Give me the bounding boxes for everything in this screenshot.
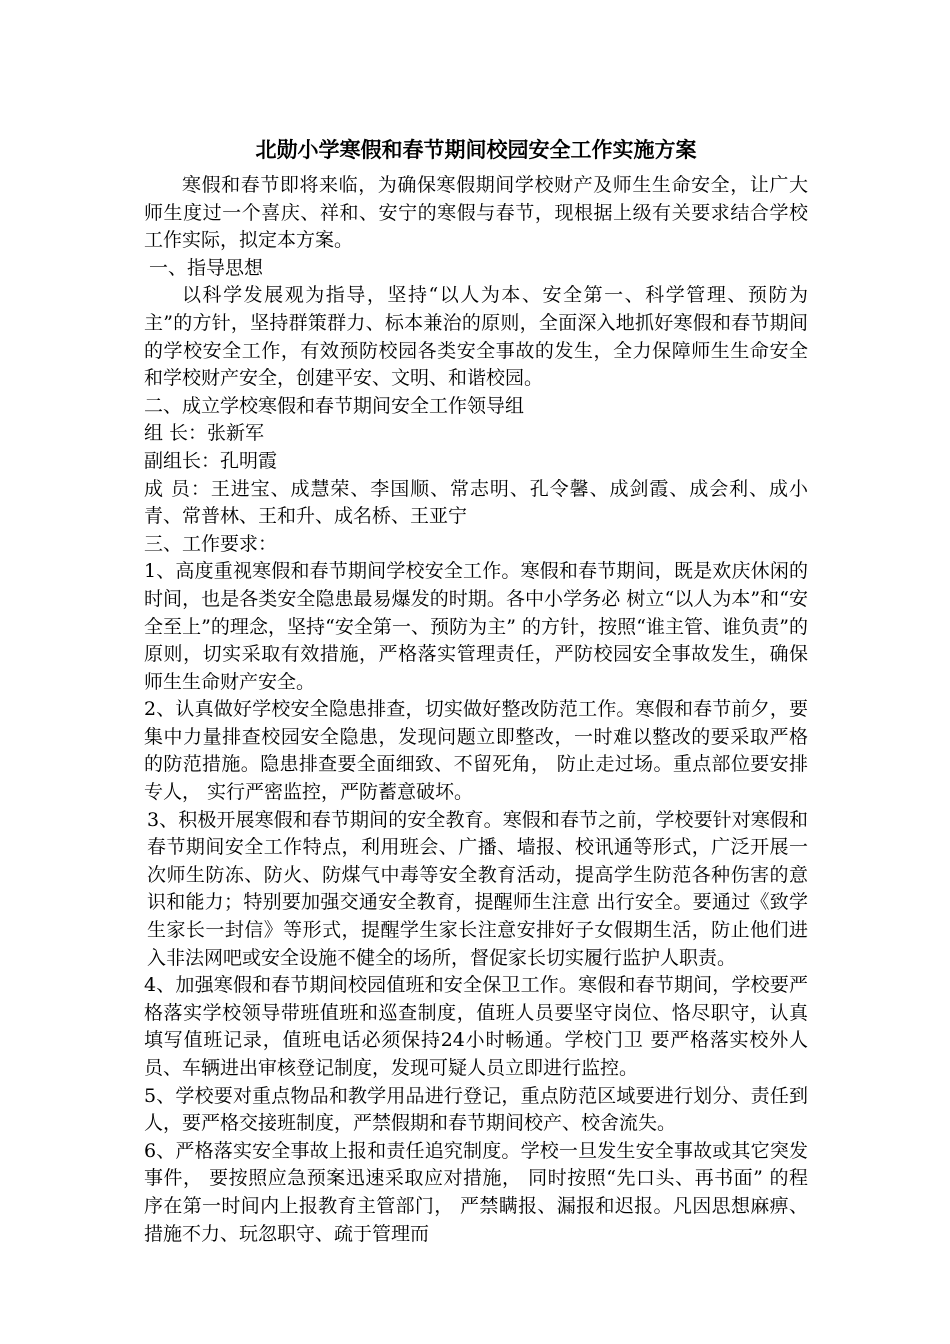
document-body: [144, 172, 808, 1248]
section-heading-guiding-principles: 一、指导思想: [149, 256, 264, 279]
intro-paragraph: 寒假和春节即将来临，为确保寒假期间学校财产及师生生命安全，让广大师生度过一个喜庆、祥和、安宁的寒假与春节，现根据上级有关要求结合学校工作实际，拟定本方案。: [144, 174, 808, 252]
requirement-item-4: 4、加强寒假和春节期间校园值班和安全保卫工作。寒假和春节期间，学校要严格落实学校领导带班值班和巡查制度，值班人员要坚守岗位、恪尽职守，认真填写值班记录，值班电话必须保持24小时畅通。学校门卫 要严格落实校外人员、车辆进出审核登记制度，发现可疑人员立即进行监控。: [144, 974, 808, 1079]
requirement-item-6: 6、严格落实安全事故上报和责任追究制度。学校一旦发生安全事故或其它突发事件， 要按照应急预案迅速采取应对措施， 同时按照“先口头、再书面” 的程序在第一时间内上报教育主管部门， 严禁瞒报、漏报和迟报。凡因思想麻痹、措施不力、玩忽职守、疏于管理而: [144, 1139, 808, 1245]
document-title: 北勋小学寒假和春节期间校园安全工作实施方案: [255, 137, 697, 162]
guiding-principles-paragraph: 以科学发展观为指导，坚持“以人为本、安全第一、科学管理、预防为主”的方针，坚持群策群力、标本兼治的原则，全面深入地抓好寒假和春节期间的学校安全工作，有效预防校园各类安全事故的发生，全力保障师生生命安全和学校财产安全，创建平安、文明、和谐校园。: [144, 284, 808, 390]
document-page: [144, 134, 808, 1248]
group-leader-line: 组 长：张新军: [144, 422, 265, 445]
section-heading-work-requirements: 三、工作要求：: [144, 532, 278, 555]
members-line: 成 员：王进宝、成慧荣、李国顺、常志明、孔令馨、成剑霞、成会利、成小青、常普林、王和升、成名桥、王亚宁: [144, 477, 808, 528]
requirement-item-5: 5、学校要对重点物品和教学用品进行登记，重点防范区域要进行划分、责任到人，要严格交接班制度，严禁假期和春节期间校产、校舍流失。: [144, 1084, 808, 1135]
section-heading-leadership-group: 二、成立学校寒假和春节期间安全工作领导组: [144, 394, 525, 417]
requirement-item-1: 1、高度重视寒假和春节期间学校安全工作。寒假和春节期间，既是欢庆休闲的时间，也是各类安全隐患最易爆发的时期。各中小学务必 树立“以人为本”和“安全至上”的理念，坚持“安全第一、预防为主” 的方针，按照“谁主管、谁负责”的原则，切实采取有效措施，严格落实管理责任，严防校园安全事故发生，确保师生生命财产安全。: [144, 560, 808, 693]
requirement-item-2: 2、认真做好学校安全隐患排查，切实做好整改防范工作。寒假和春节前夕，要集中力量排查校园安全隐患，发现问题立即整改，一时难以整改的要采取严格的防范措施。隐患排查要全面细致、不留死角， 防止走过场。重点部位要安排专人， 实行严密监控，严防蓄意破坏。: [144, 698, 808, 804]
requirement-item-3: 3、积极开展寒假和春节期间的安全教育。寒假和春节之前，学校要针对寒假和春节期间安全工作特点，利用班会、广播、墙报、校讯通等形式，广泛开展一次师生防冻、防火、防煤气中毒等安全教育活动，提高学生防范各种伤害的意识和能力；特别要加强交通安全教育，提醒师生注意 出行安全。要通过《致学生家长一封信》等形式，提醒学生家长注意安排好子女假期生活，防止他们进入非法网吧或安全设施不健全的场所，督促家长切实履行监护人职责。: [147, 808, 808, 969]
deputy-leader-line: 副组长：孔明霞: [144, 449, 278, 472]
